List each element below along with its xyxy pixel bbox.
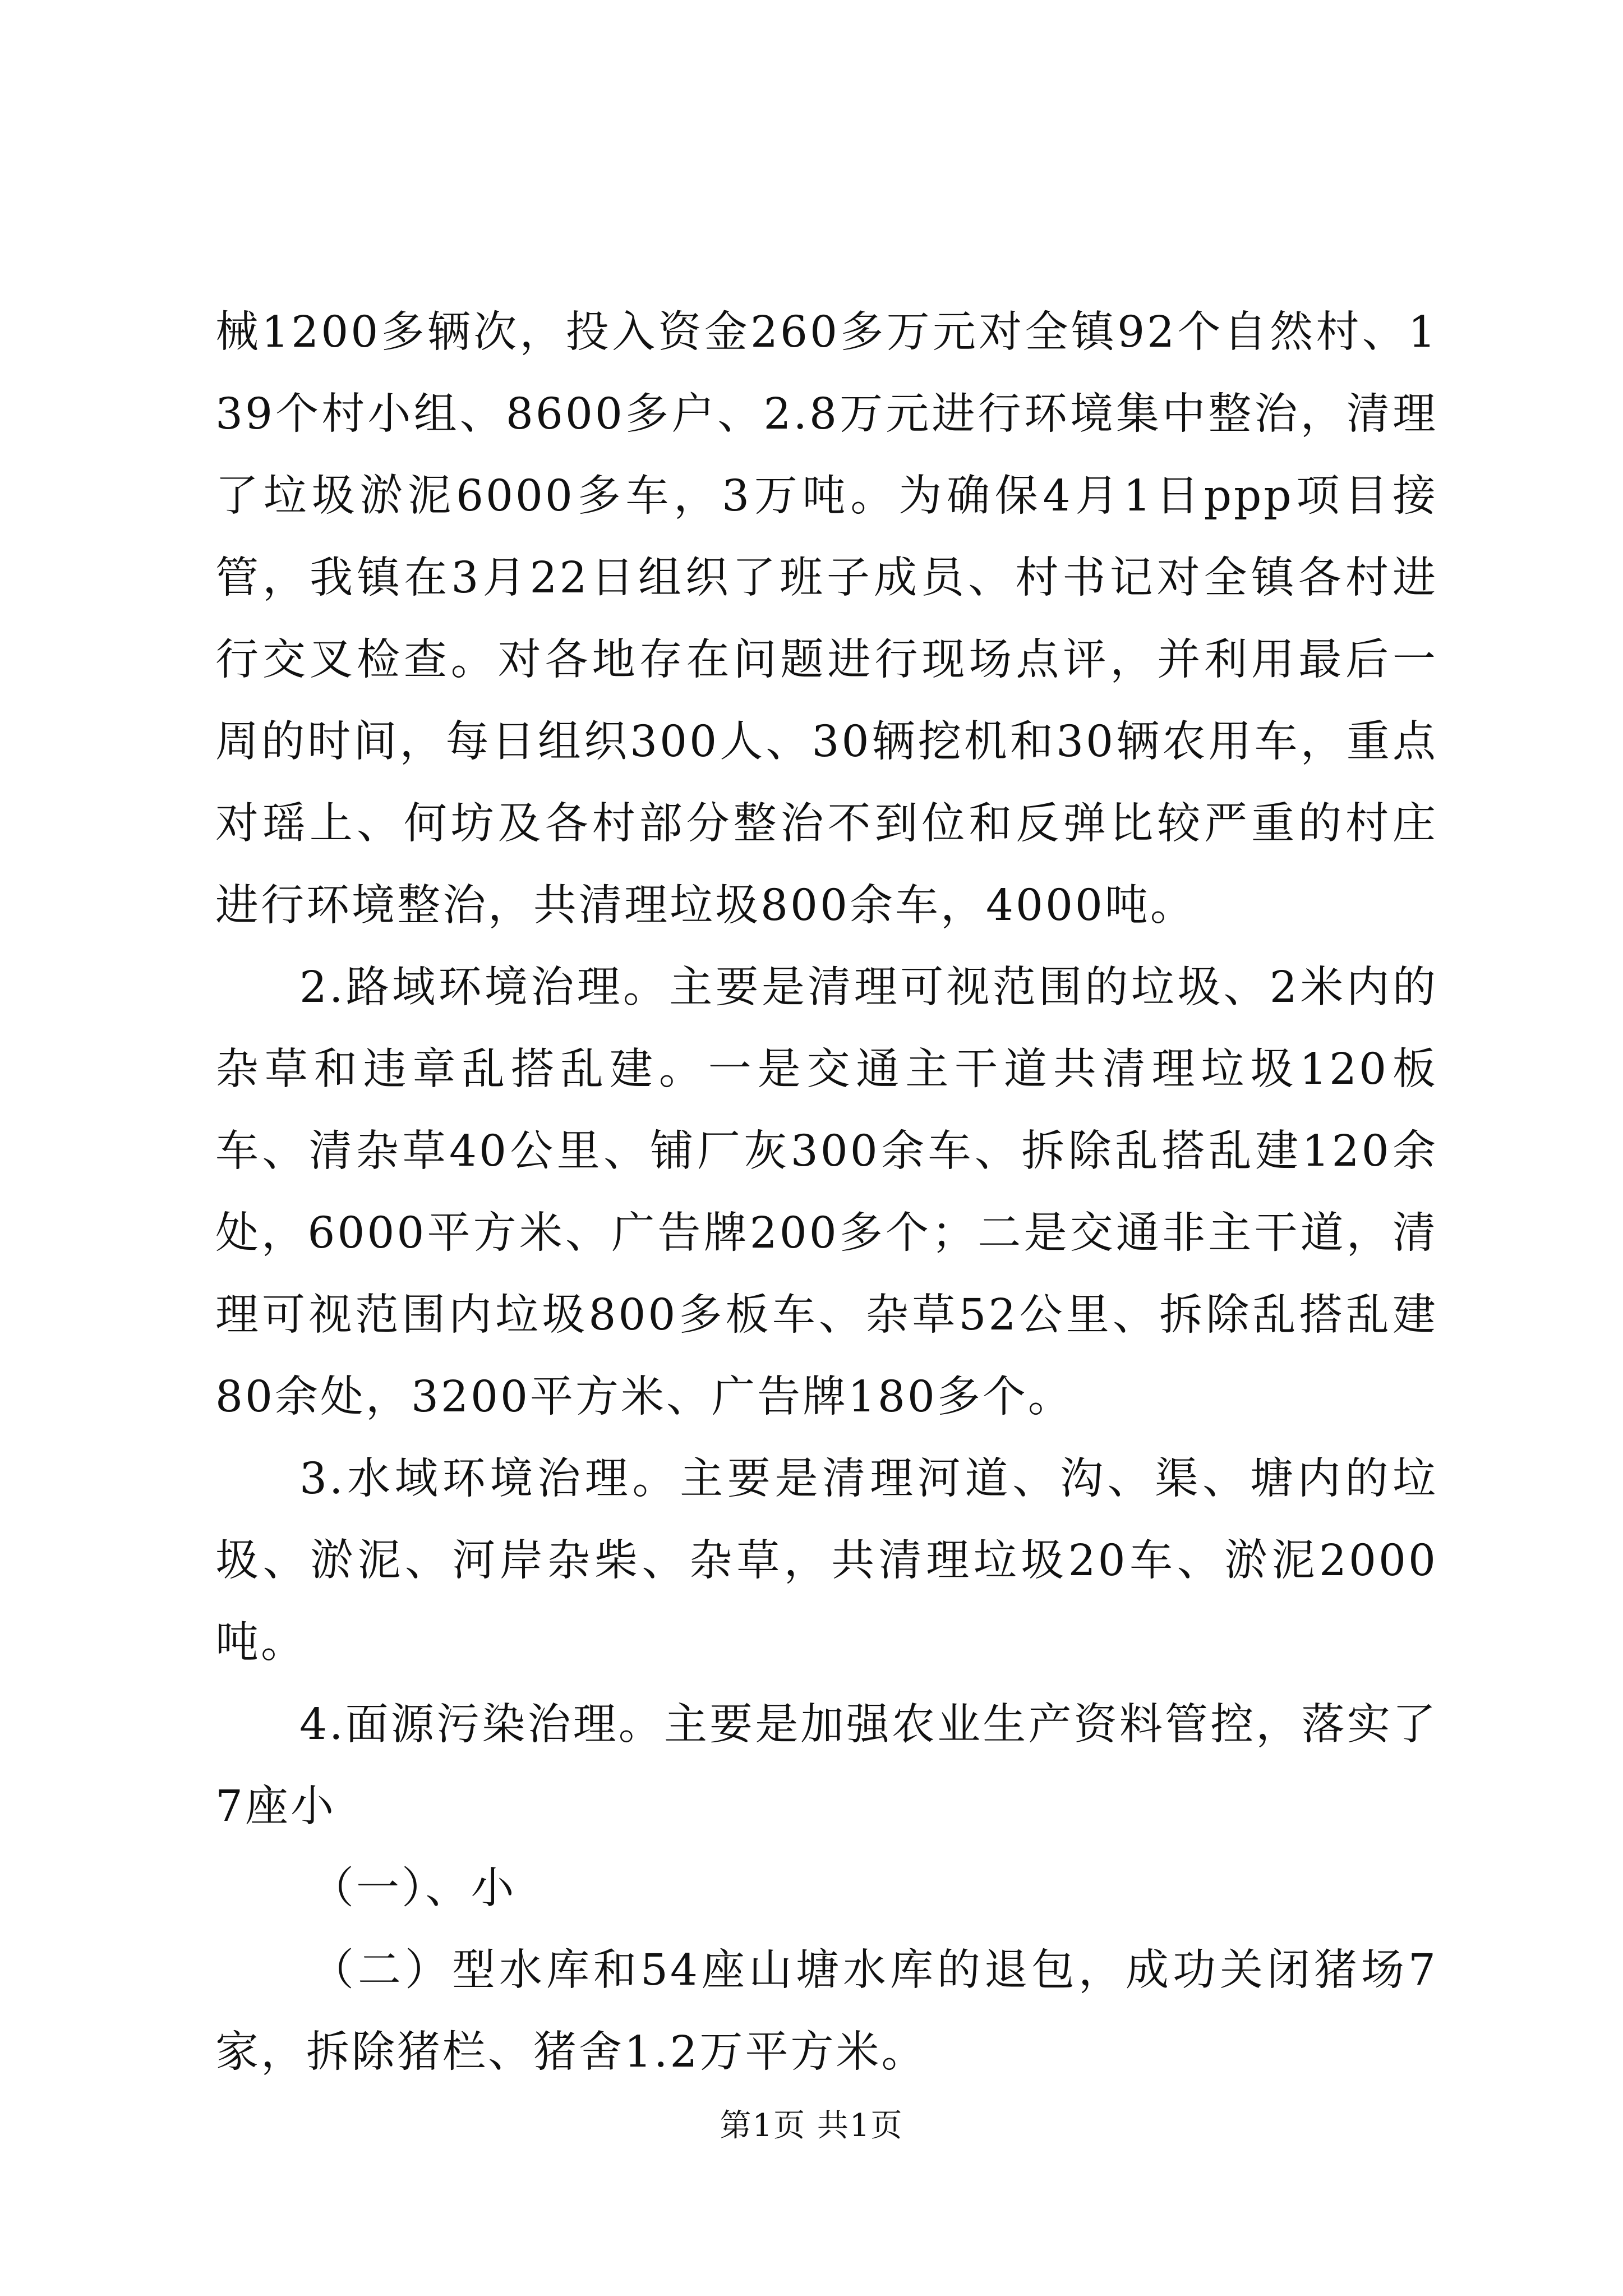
paragraph-5: （一）、小 [311, 1864, 517, 1913]
page-footer: 第1页 共1页 [720, 2108, 903, 2144]
paragraph-4: 4.面源污染治理。主要是加强农业生产资料管控，落实了7座小 [215, 1700, 1438, 1832]
paragraph-3: 3.水域环境治理。主要是清理河道、沟、渠、塘内的垃圾、淤泥、河岸杂柴、杂草，共清理垃圾20车、淤泥2000吨。 [215, 1454, 1438, 1668]
paragraph-2: 2.路域环境治理。主要是清理可视范围的垃圾、2米内的杂草和违章乱搭乱建。一是交通主干道共清理垃圾120板车、清杂草40公里、铺厂灰300余车、拆除乱搭乱建120余处，6000平方米、广告牌200多个；二是交通非主干道，清理可视范围内垃圾800多板车、杂草52公里、拆除乱搭乱建80余处，3200平方米、广告牌180多个。 [215, 963, 1438, 1422]
paragraph-1: 械1200多辆次，投入资金260多万元对全镇92个自然村、139个村小组、8600多户、2.8万元进行环境集中整治，清理了垃圾淤泥6000多车，3万吨。为确保4月1日ppp项目接管，我镇在3月22日组织了班子成员、村书记对全镇各村进行交叉检查。对各地存在问题进行现场点评，并利用最后一周的时间，每日组织300人、30辆挖机和30辆农用车，重点对瑶上、何坊及各村部分整治不到位和反弹比较严重的村庄进行环境整治，共清理垃圾800余车，4000吨。 [215, 307, 1438, 931]
document-body [215, 292, 1438, 2093]
paragraph-6: （二）型水库和54座山塘水库的退包，成功关闭猪场7家，拆除猪栏、猪舍1.2万平方米。 [215, 1945, 1438, 2077]
